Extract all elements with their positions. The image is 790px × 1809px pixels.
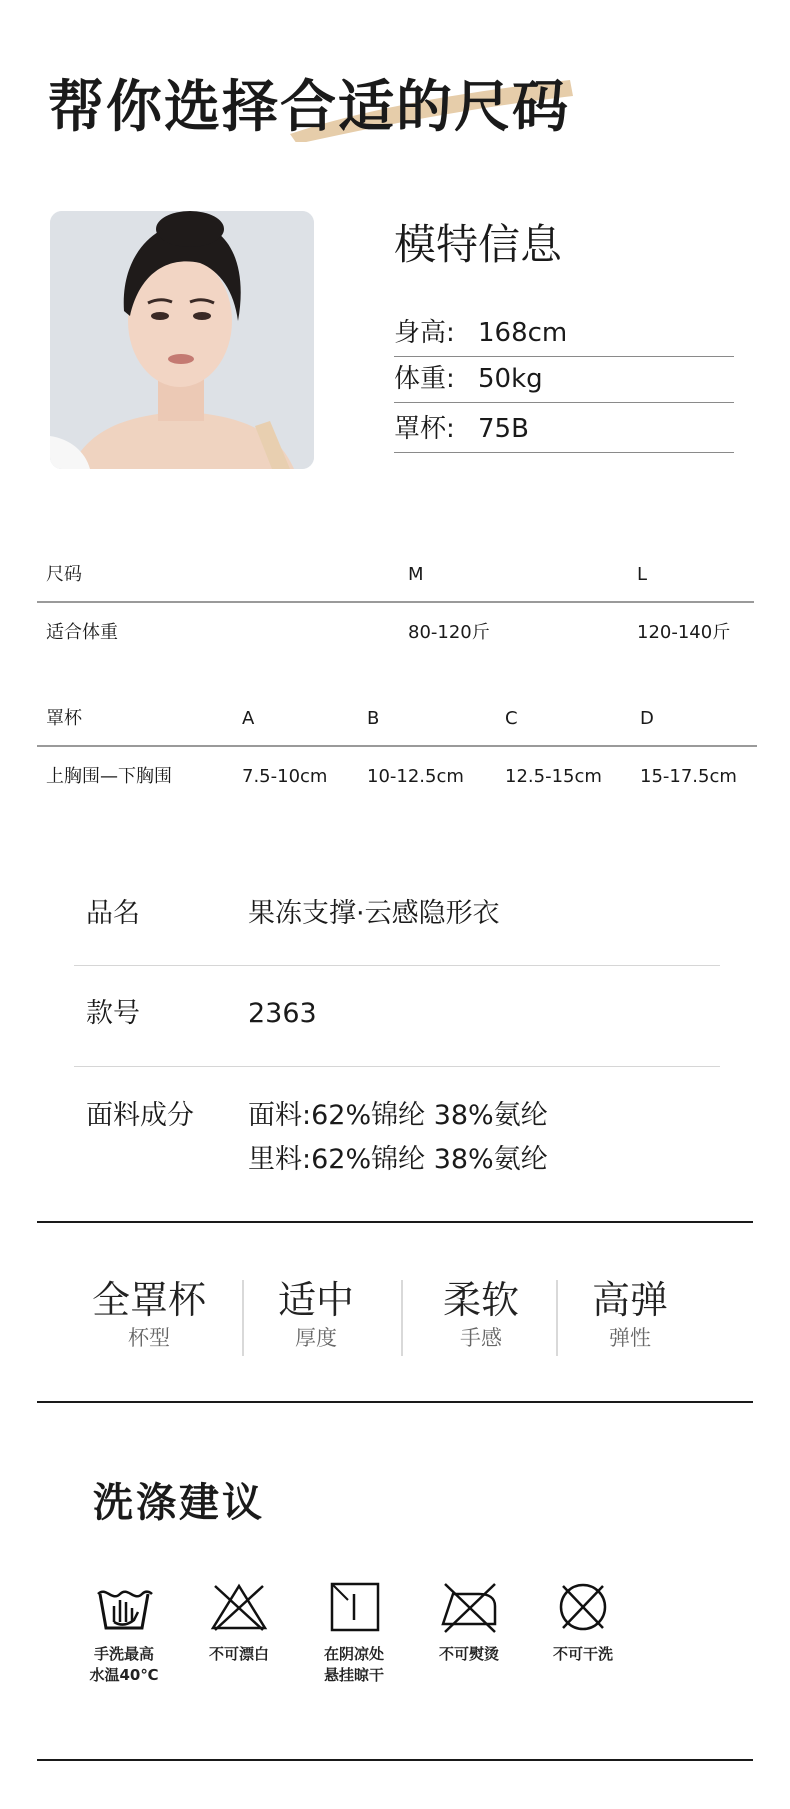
wash-label-line: 手洗最高 xyxy=(93,1645,154,1663)
size-table-header-m: M xyxy=(408,564,424,585)
model-info-heading: 模特信息 xyxy=(394,220,563,269)
feature-label: 手感 xyxy=(460,1326,502,1350)
cup-table-divider xyxy=(37,745,757,747)
washing-title: 洗涤建议 xyxy=(93,1480,265,1526)
wash-label-line: 不可漂白 xyxy=(208,1645,269,1663)
style-number-label: 款号 xyxy=(86,998,140,1029)
spec-label: 体重: xyxy=(394,364,455,394)
wash-label-line: 悬挂晾干 xyxy=(323,1666,384,1684)
dry-in-shade-icon xyxy=(324,1580,384,1634)
size-table-header-size: 尺码 xyxy=(46,564,82,585)
cup-table-header-cup: 罩杯 xyxy=(46,708,82,729)
feature-softness xyxy=(421,1276,541,1352)
fabric-line-lining: 里料:62%锦纶 38%氨纶 xyxy=(248,1144,548,1175)
size-table-cell-m: 80-120斤 xyxy=(408,622,490,643)
cup-table-header-d: D xyxy=(640,708,654,729)
no-iron-icon xyxy=(439,1580,499,1634)
spec-height xyxy=(394,310,734,357)
feature-value: 柔软 xyxy=(442,1278,519,1322)
feature-value: 适中 xyxy=(277,1278,354,1322)
section-divider xyxy=(37,1221,753,1223)
feature-divider xyxy=(242,1280,244,1356)
size-table-divider xyxy=(37,601,754,603)
wash-item-dry-shade xyxy=(299,1580,409,1686)
feature-cup-type xyxy=(78,1276,220,1352)
cup-table-header-c: C xyxy=(505,708,518,729)
feature-divider xyxy=(556,1280,558,1356)
wash-item-hand-wash xyxy=(69,1580,179,1686)
feature-elasticity xyxy=(570,1276,690,1352)
spec-weight xyxy=(394,356,734,403)
wash-label-line: 在阴凉处 xyxy=(323,1645,384,1663)
spec-cup xyxy=(394,406,734,453)
spec-value: 50kg xyxy=(478,364,543,394)
hand-wash-icon xyxy=(94,1580,154,1634)
fabric-line-outer: 面料:62%锦纶 38%氨纶 xyxy=(248,1100,548,1131)
cup-table-row-label: 上胸围—下胸围 xyxy=(46,766,172,787)
product-divider xyxy=(74,965,720,966)
size-table-row-label: 适合体重 xyxy=(46,622,118,643)
product-name-label: 品名 xyxy=(86,898,140,929)
product-name-value: 果冻支撑·云感隐形衣 xyxy=(248,898,500,929)
spec-label: 罩杯: xyxy=(394,414,455,444)
feature-label: 厚度 xyxy=(295,1326,337,1350)
no-bleach-icon xyxy=(209,1580,269,1634)
cup-table-header-a: A xyxy=(242,708,255,729)
page-title: 帮你选择合适的尺码 xyxy=(48,75,570,140)
model-photo xyxy=(50,211,314,469)
wash-item-no-iron xyxy=(414,1580,524,1665)
size-table-cell-l: 120-140斤 xyxy=(637,622,731,643)
feature-value: 高弹 xyxy=(591,1278,668,1322)
wash-item-no-dry-clean xyxy=(528,1580,638,1665)
no-dry-clean-icon xyxy=(553,1580,613,1634)
feature-value: 全罩杯 xyxy=(91,1278,206,1322)
spec-value: 168cm xyxy=(478,318,568,348)
cup-table-header-b: B xyxy=(367,708,380,729)
style-number-value: 2363 xyxy=(248,998,317,1029)
cup-table-cell-a: 7.5-10cm xyxy=(242,766,328,787)
spec-value: 75B xyxy=(478,414,529,444)
feature-label: 弹性 xyxy=(609,1326,651,1350)
wash-item-no-bleach xyxy=(184,1580,294,1665)
feature-divider xyxy=(401,1280,403,1356)
wash-label-line: 水温40℃ xyxy=(89,1666,159,1684)
section-divider xyxy=(37,1401,753,1403)
spec-label: 身高: xyxy=(394,318,455,348)
size-table-header-l: L xyxy=(637,564,648,585)
feature-label: 杯型 xyxy=(128,1326,170,1350)
fabric-label: 面料成分 xyxy=(86,1100,194,1131)
cup-table-cell-b: 10-12.5cm xyxy=(367,766,464,787)
feature-thickness xyxy=(256,1276,376,1352)
wash-label-line: 不可干洗 xyxy=(552,1645,613,1663)
cup-table-cell-c: 12.5-15cm xyxy=(505,766,602,787)
section-divider xyxy=(37,1759,753,1761)
wash-label-line: 不可熨烫 xyxy=(438,1645,499,1663)
product-divider xyxy=(74,1066,720,1067)
cup-table-cell-d: 15-17.5cm xyxy=(640,766,737,787)
